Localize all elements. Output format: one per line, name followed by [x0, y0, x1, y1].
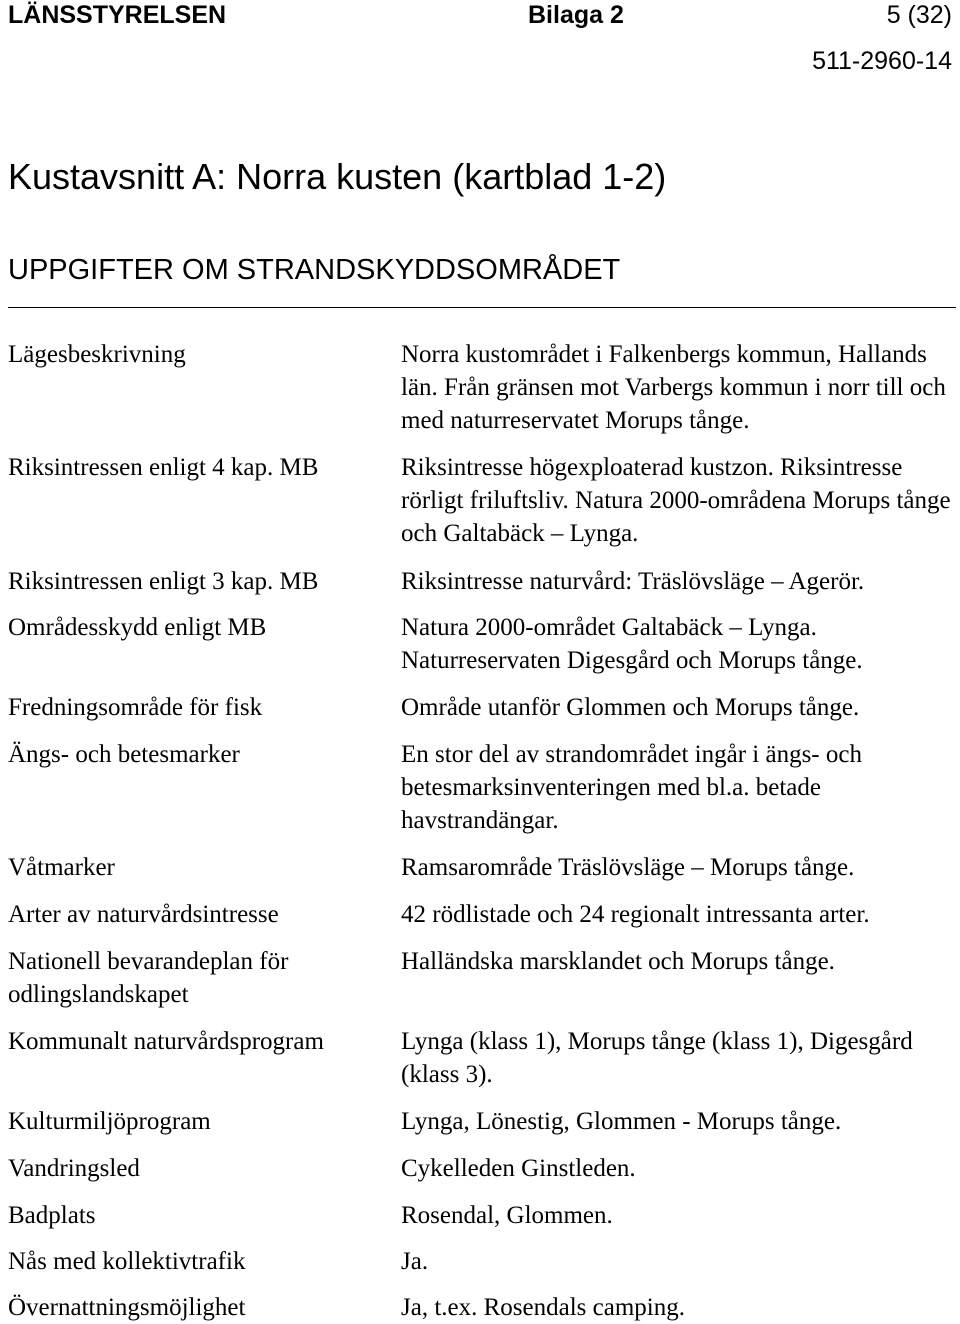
row-value-omradesskydd: Natura 2000-området Galtabäck – Lynga. Naturreservaten Digesgård och Morups tånge.: [401, 614, 863, 674]
row-value-overnattning: Ja, t.ex. Rosendals camping.: [401, 1294, 685, 1321]
organization-name: LÄNSSTYRELSEN: [8, 1, 227, 29]
row-label-riksintressen-4kap: Riksintressen enligt 4 kap. MB: [8, 454, 319, 481]
row-label-kollektivtrafik: Nås med kollektivtrafik: [8, 1248, 246, 1275]
row-value-fredningsomrade: Område utanför Glommen och Morups tånge.: [401, 694, 860, 721]
row-value-arter: 42 rödlistade och 24 regionalt intressanta arter.: [401, 901, 870, 928]
row-label-kulturmiljoprogram: Kulturmiljöprogram: [8, 1108, 211, 1135]
row-value-badplats: Rosendal, Glommen.: [401, 1202, 613, 1229]
row-label-badplats: Badplats: [8, 1202, 96, 1229]
section-subtitle: UPPGIFTER OM STRANDSKYDDSOMRÅDET: [8, 254, 621, 286]
row-label-vatmarker: Våtmarker: [8, 854, 115, 881]
row-label-arter: Arter av naturvårdsintresse: [8, 901, 279, 928]
row-value-riksintressen-4kap: Riksintresse högexploaterad kustzon. Riksintresse rörligt friluftsliv. Natura 2000-områdena Morups tånge och Galtabäck – Lynga.: [401, 454, 951, 547]
row-label-lagesbeskrivning: Lägesbeskrivning: [8, 341, 186, 368]
row-label-vandringsled: Vandringsled: [8, 1155, 140, 1182]
row-label-overnattning: Övernattningsmöjlighet: [8, 1294, 246, 1321]
row-label-angs-betesmarker: Ängs- och betesmarker: [8, 741, 240, 768]
row-label-naturvardsprogram: Kommunalt naturvårdsprogram: [8, 1028, 324, 1055]
appendix-label: Bilaga 2: [528, 1, 624, 29]
row-label-riksintressen-3kap: Riksintressen enligt 3 kap. MB: [8, 568, 319, 595]
divider: [8, 307, 956, 308]
row-label-fredningsomrade: Fredningsområde för fisk: [8, 694, 263, 721]
row-value-vatmarker: Ramsarområde Träslövsläge – Morups tånge.: [401, 854, 855, 881]
row-value-bevarandeplan: Halländska marsklandet och Morups tånge.: [401, 948, 835, 975]
row-value-riksintressen-3kap: Riksintresse naturvård: Träslövsläge – Agerör.: [401, 568, 865, 595]
row-label-bevarandeplan: Nationell bevarandeplan för odlingslandskapet: [8, 948, 289, 1008]
row-value-vandringsled: Cykelleden Ginstleden.: [401, 1155, 636, 1182]
reference-number: 511-2960-14: [812, 47, 952, 75]
page-number: 5 (32): [886, 1, 952, 29]
row-value-angs-betesmarker: En stor del av strandområdet ingår i ängs- och betesmarksinventeringen med bl.a. betade havstrandängar.: [401, 741, 862, 834]
row-value-lagesbeskrivning: Norra kustområdet i Falkenbergs kommun, Hallands län. Från gränsen mot Varbergs kommun i norr till och med naturreservatet Morups tånge.: [401, 341, 946, 434]
row-value-kulturmiljoprogram: Lynga, Lönestig, Glommen - Morups tånge.: [401, 1108, 842, 1135]
row-value-kollektivtrafik: Ja.: [401, 1248, 429, 1275]
page-title: Kustavsnitt A: Norra kusten (kartblad 1-2): [8, 156, 667, 197]
row-label-omradesskydd: Områdesskydd enligt MB: [8, 614, 267, 641]
row-value-naturvardsprogram: Lynga (klass 1), Morups tånge (klass 1), Digesgård (klass 3).: [401, 1028, 913, 1088]
